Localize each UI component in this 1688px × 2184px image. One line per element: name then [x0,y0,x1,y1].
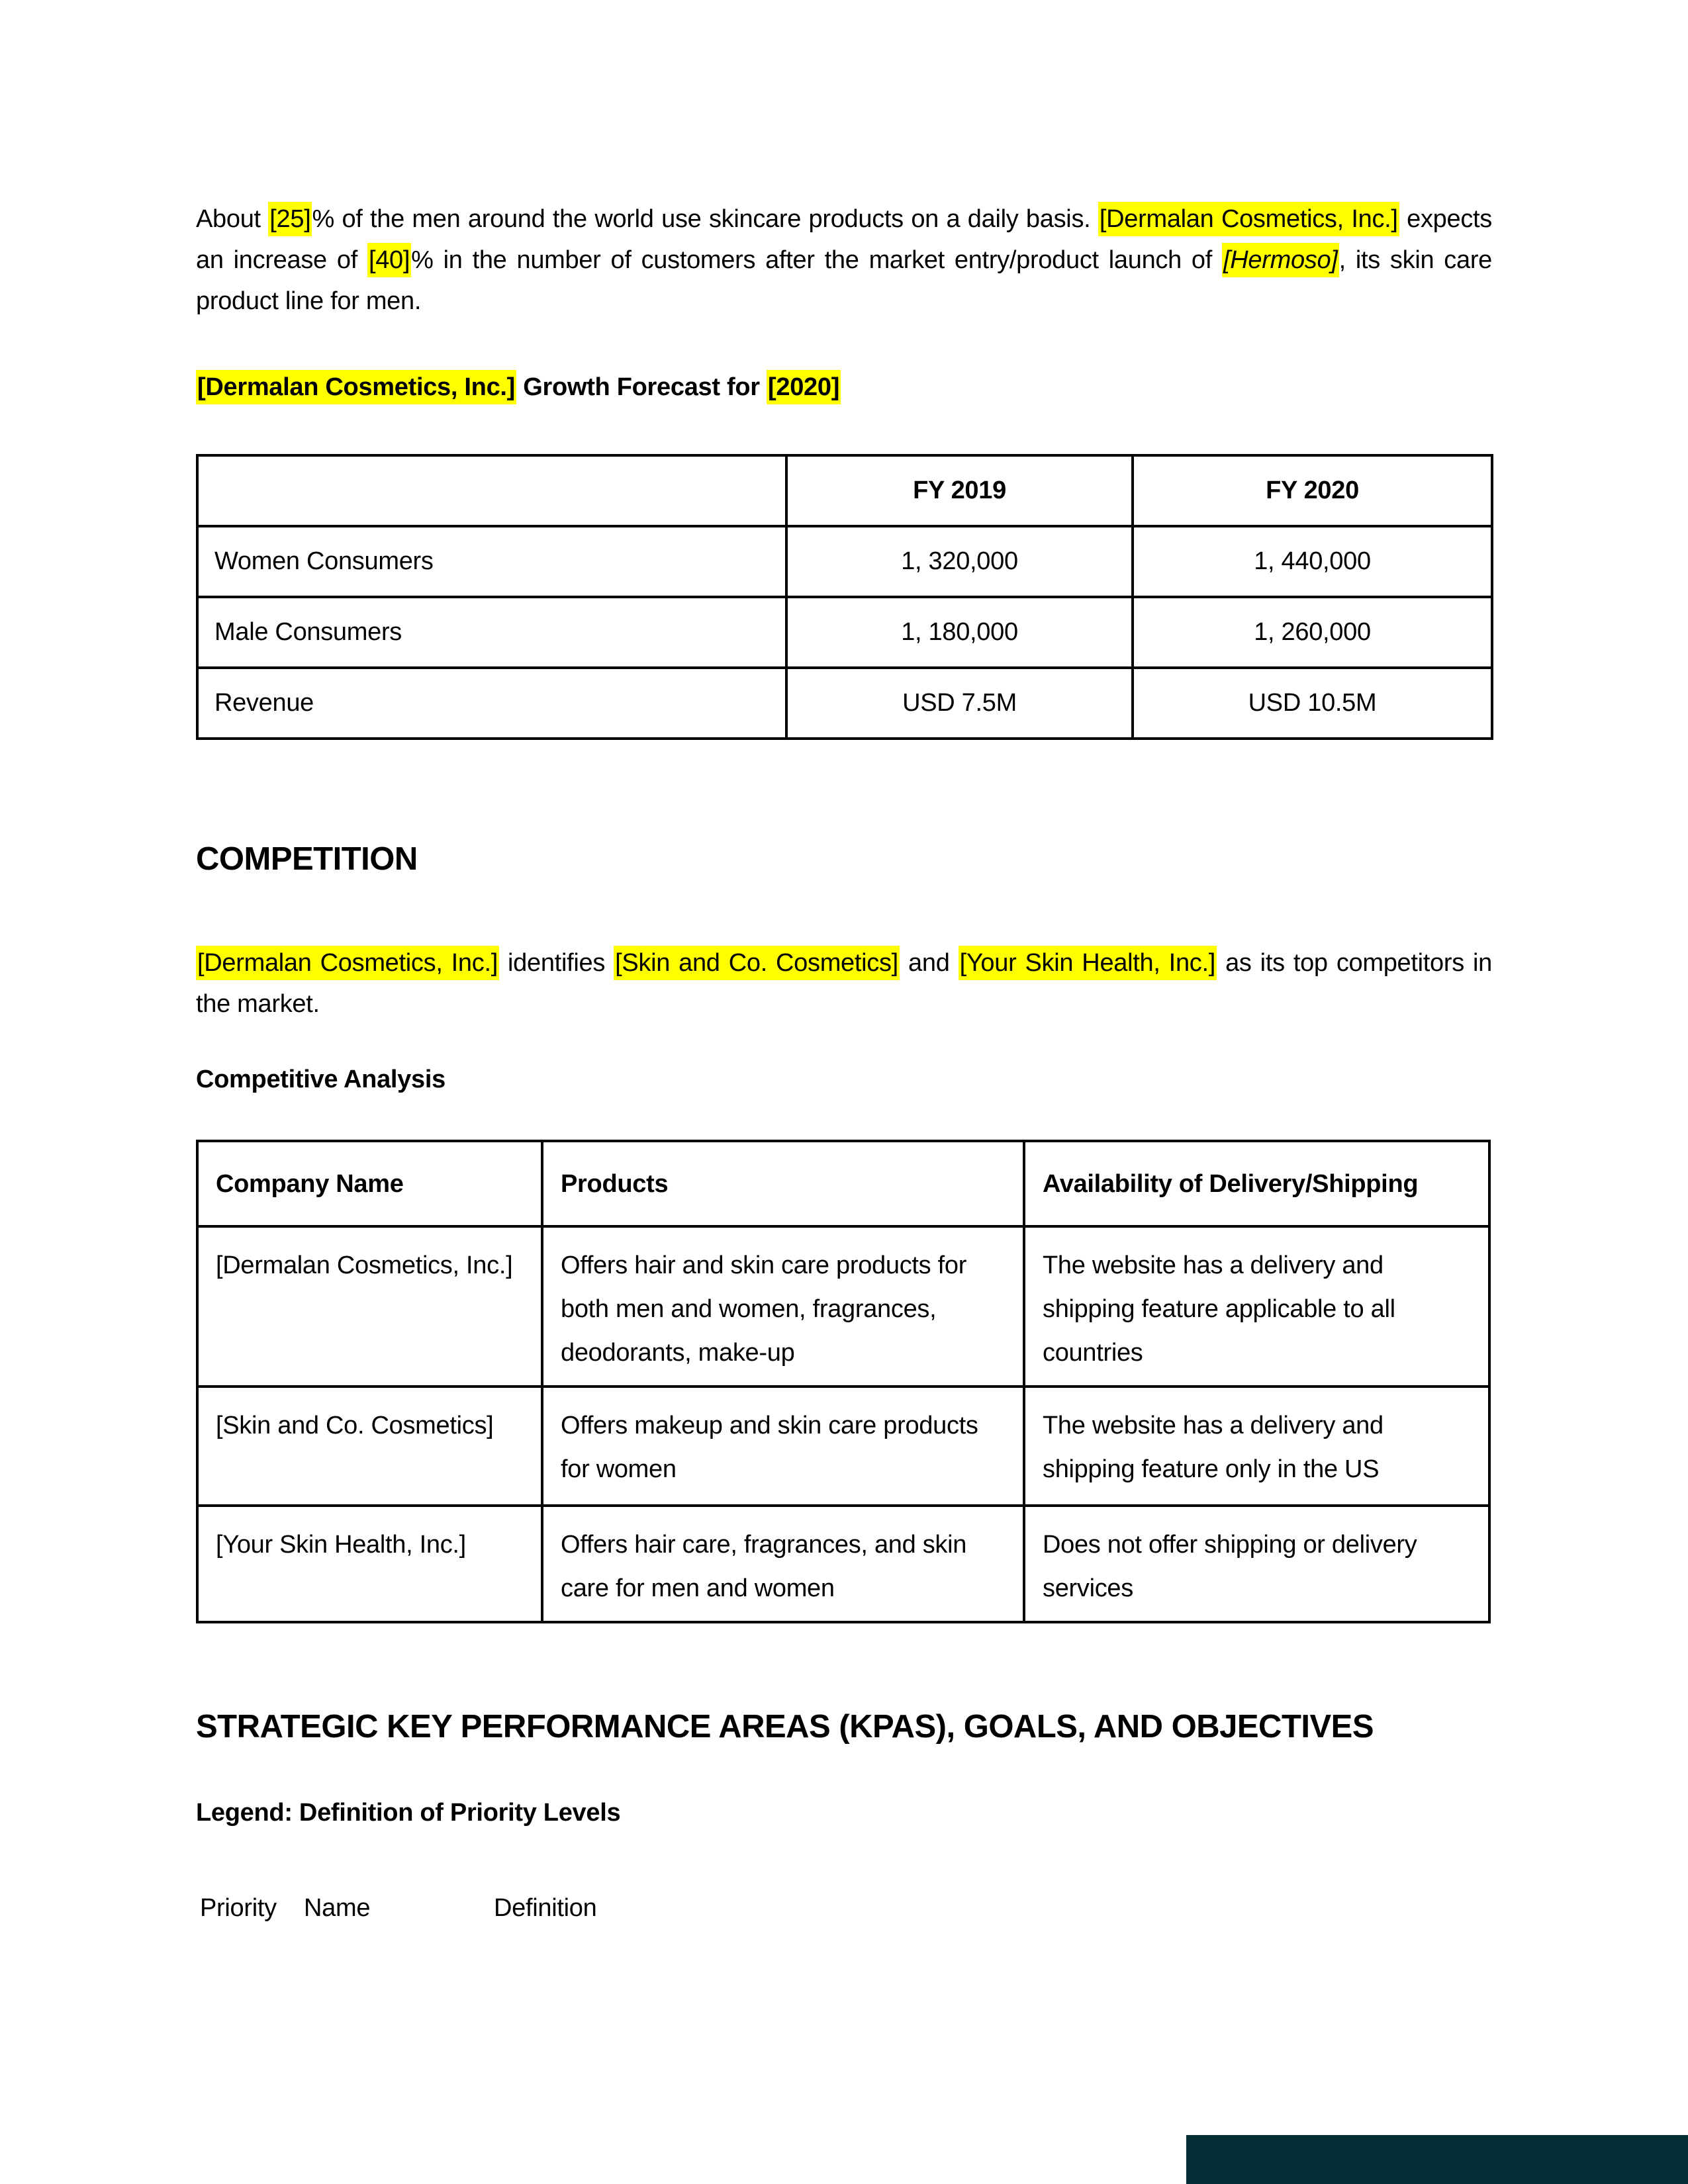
availability-cell: The website has a delivery and shipping feature applicable to all countries [1024,1226,1489,1387]
kpa-heading: STRATEGIC KEY PERFORMANCE AREAS (KPAS), GOALS, AND OBJECTIVES [196,1709,1374,1745]
highlighted-placeholder-25-percent: [25] [268,202,312,236]
availability-cell: The website has a delivery and shipping feature only in the US [1024,1387,1489,1506]
competition-text-segment: identifies [498,949,614,977]
intro-text-segment: , its skin care product line for men. [196,246,1493,315]
table-header-row [197,1141,1489,1226]
highlighted-placeholder-hermoso: [Hermoso] [1222,243,1339,277]
row-label-cell: Women Consumers [197,526,786,597]
highlighted-placeholder-competitor-1: [Skin and Co. Cosmetics] [614,946,900,980]
highlighted-placeholder-company: [Dermalan Cosmetics, Inc.] [196,370,516,404]
competition-text-segment: as its top competitors in the market. [196,949,1492,1018]
competition-heading: COMPETITION [196,841,418,877]
legend-column-priority: Priority [200,1894,277,1922]
products-cell: Offers hair care, fragrances, and skin care for men and women [542,1506,1024,1622]
highlighted-placeholder-competitor-2: [Your Skin Health, Inc.] [959,946,1217,980]
row-label-cell: Male Consumers [197,597,786,668]
intro-text-segment: % of the men around the world use skincare products on a daily basis. [312,205,1098,233]
intro-text-segment: expects an increase of [196,205,1493,274]
priority-legend-header-row [196,1894,1492,1934]
growth-forecast-table [196,454,1493,740]
table-row [197,1226,1489,1387]
competitive-analysis-table [196,1140,1491,1623]
table-header-cell-blank [197,455,786,526]
company-cell: [Your Skin Health, Inc.] [197,1506,542,1622]
highlighted-placeholder-company: [Dermalan Cosmetics, Inc.] [196,946,499,980]
table-header-row [197,455,1492,526]
table-header-cell-fy2019: FY 2019 [786,455,1133,526]
table-header-cell-products: Products [542,1141,1024,1226]
fy2020-value-cell: 1, 440,000 [1133,526,1492,597]
fy2019-value-cell: 1, 180,000 [786,597,1133,668]
company-cell: [Dermalan Cosmetics, Inc.] [197,1226,542,1387]
table-header-cell-availability: Availability of Delivery/Shipping [1024,1141,1489,1226]
table-row [197,1506,1489,1622]
availability-cell: Does not offer shipping or delivery services [1024,1506,1489,1622]
row-label-cell: Revenue [197,668,786,739]
fy2019-value-cell: 1, 320,000 [786,526,1133,597]
competition-paragraph [196,942,1492,1024]
intro-text-segment: About [196,205,269,233]
table-row [197,526,1492,597]
legend-column-name: Name [304,1894,371,1922]
competitive-analysis-heading: Competitive Analysis [196,1066,445,1093]
legend-heading: Legend: Definition of Priority Levels [196,1799,621,1827]
table-header-cell-company: Company Name [197,1141,542,1226]
legend-column-definition: Definition [494,1894,597,1922]
highlighted-placeholder-company: [Dermalan Cosmetics, Inc.] [1098,202,1399,236]
company-cell: [Skin and Co. Cosmetics] [197,1387,542,1506]
fy2020-value-cell: USD 10.5M [1133,668,1492,739]
highlighted-placeholder-40-percent: [40] [367,243,411,277]
table-header-cell-fy2020: FY 2020 [1133,455,1492,526]
footer-accent-bar [1186,2135,1688,2184]
highlighted-placeholder-2020: [2020] [767,370,841,404]
table-row [197,668,1492,739]
intro-paragraph [196,199,1492,322]
competition-text-segment: and [899,949,959,977]
heading-text-segment: Growth Forecast for [516,373,767,401]
fy2019-value-cell: USD 7.5M [786,668,1133,739]
table-row [197,1387,1489,1506]
products-cell: Offers hair and skin care products for both men and women, fragrances, deodorants, make-up [542,1226,1024,1387]
growth-forecast-heading [196,373,841,402]
intro-text-segment: % in the number of customers after the market entry/product launch of [411,246,1223,274]
table-row [197,597,1492,668]
products-cell: Offers makeup and skin care products for women [542,1387,1024,1506]
fy2020-value-cell: 1, 260,000 [1133,597,1492,668]
